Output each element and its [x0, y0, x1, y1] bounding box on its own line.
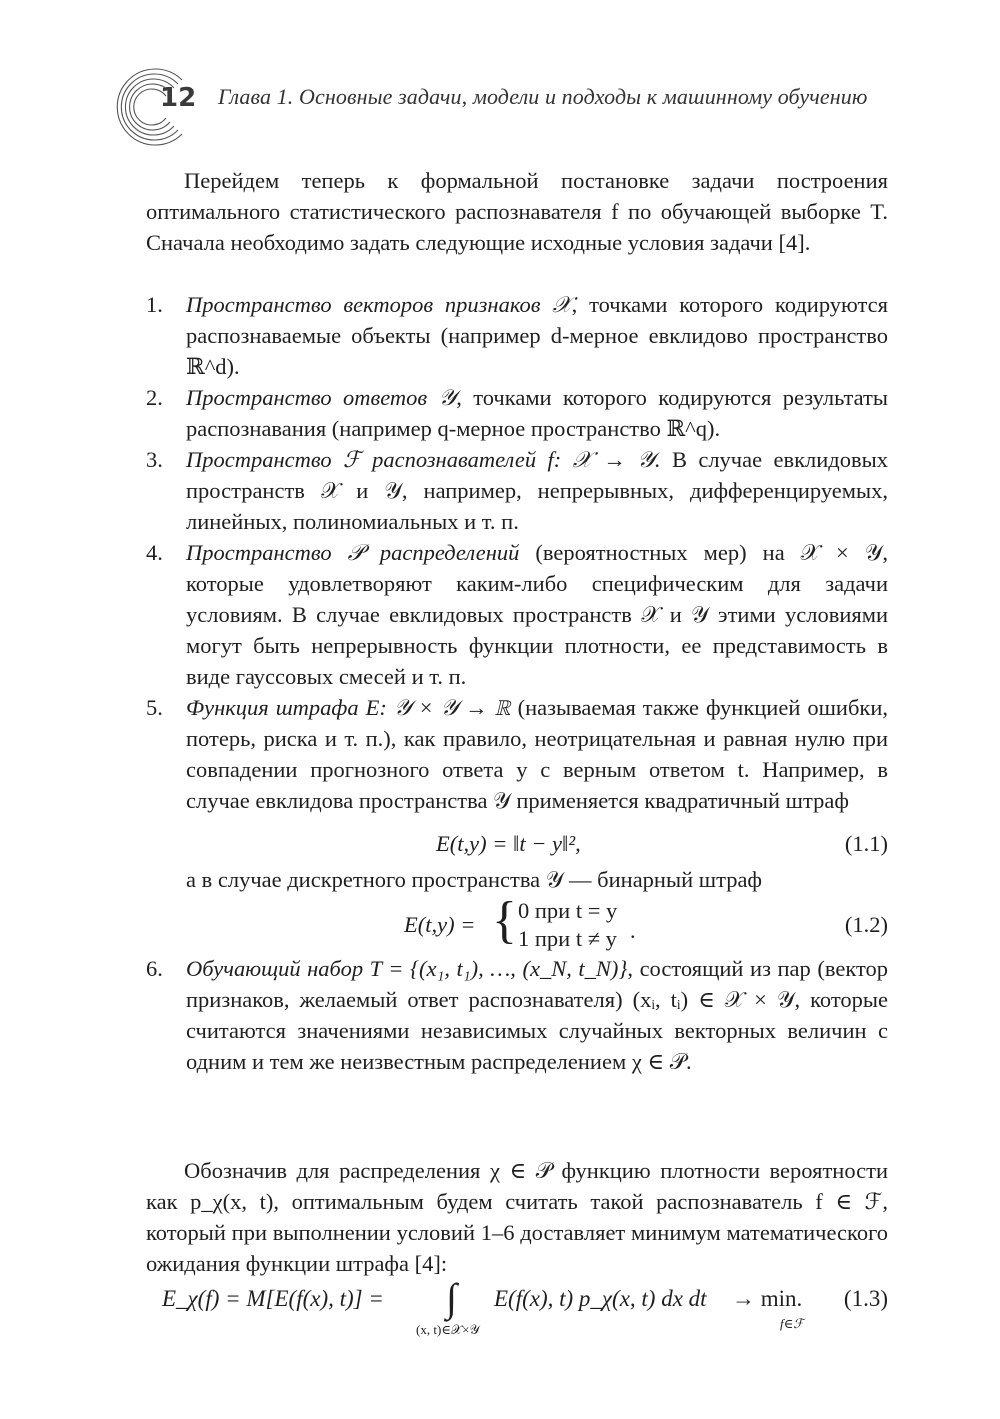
mid-text: а в случае дискретного пространства 𝒴 — бинарный штраф	[186, 867, 763, 892]
list-item: 5. Функция штрафа E: 𝒴 × 𝒴 → ℝ (называемая также функцией ошибки, потерь, риска и т. п.), как правило, неотрицательная и равная нулю при совпадении прогнозного ответа y с верным ответом t. Например, в случае евклидова пространства 𝒴 применяется квадратичный штраф	[146, 695, 888, 813]
equation-1-2: E(t,y) = { 0 при t = y 1 при t ≠ y . (1.2)	[404, 892, 888, 951]
outro-paragraph: Обозначив для распределения χ ∈ 𝒫 функцию плотности вероятности как p_χ(x, t), оптимальным будем считать такой распознаватель f ∈ ℱ, который при выполнении условий 1–6 доставляет минимум математического ожидания функции штрафа [4]:	[146, 1158, 888, 1276]
list-item: 6. Обучающий набор T = {(x₁, t₁), …, (x_N, t_N)}, состоящий из пар (вектор признаков, желаемый ответ распознавателя) (xᵢ, tᵢ) ∈ 𝒳 × 𝒴, которые считаются значениями независимых случайных векторных величин с одним и тем же неизвестным распределением χ ∈ 𝒫.	[146, 956, 888, 1074]
chapter-title: Глава 1. Основные задачи, модели и подходы к машинному обучению	[218, 84, 868, 109]
integral-icon: ∫	[446, 1275, 457, 1320]
page-number: 12	[160, 83, 197, 113]
intro-paragraph: Перейдем теперь к формальной постановке задачи построения оптимального статистического распознавателя f по обучающей выборке T. Сначала необходимо задать следующие исходные условия задачи [4].	[146, 168, 888, 255]
list-item: 3. Пространство ℱ распознавателей f: 𝒳 → 𝒴. В случае евклидовых пространств 𝒳 и 𝒴, например, непрерывных, дифференцируемых, линейных, полиномиальных и т. п.	[146, 447, 888, 534]
list-item: 2. Пространство ответов 𝒴, точками которого кодируются результаты распознавания (например q-мерное пространство ℝ^q).	[146, 385, 888, 441]
equation-1-3: E_χ(f) = M[E(f(x), t)] = ∫ (x, t)∈𝒳×𝒴 E(f(x), t) p_χ(x, t) dx dt → min. f∈ℱ (1.3)	[162, 1275, 888, 1337]
list-item: 1. Пространство векторов признаков 𝒳, точками которого кодируются распознаваемые объекты (например d-мерное евклидово пространство ℝ^d).	[146, 292, 888, 379]
list-item: 4. Пространство 𝒫 распределений (вероятностных мер) на 𝒳 × 𝒴, которые удовлетворяют каким-либо специфическим для задачи условиям. В случае евклидовых пространств 𝒳 и 𝒴 этими условиями могут быть непрерывность функции плотности, ее представимость в виде гауссовых смесей и т. п.	[146, 540, 888, 689]
brace-icon: {	[492, 892, 517, 949]
equation-1-1: E(t,y) = ‖t − y‖², (1.1)	[436, 831, 888, 856]
conditions-list	[146, 289, 888, 1077]
